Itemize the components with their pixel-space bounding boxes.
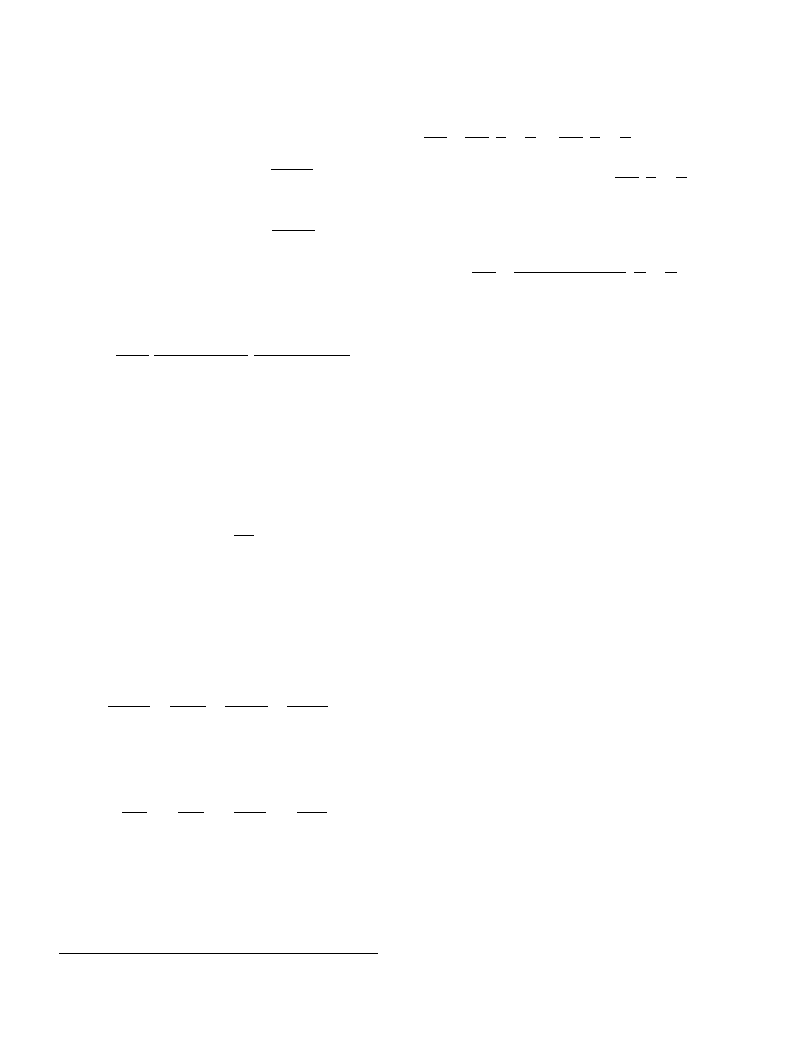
fraction-bar xyxy=(634,272,646,273)
fraction-bar xyxy=(287,706,328,707)
fraction-bar xyxy=(424,137,447,138)
fraction-bar xyxy=(559,137,583,138)
fraction-bar xyxy=(676,177,687,178)
fraction-bar xyxy=(472,272,496,273)
fraction-bar xyxy=(620,137,631,138)
fraction-bar xyxy=(170,706,206,707)
fraction-bar xyxy=(154,355,248,356)
fraction-bar xyxy=(234,812,266,813)
fraction-bar xyxy=(590,137,600,138)
fraction-bar xyxy=(234,535,254,536)
fraction-bar xyxy=(271,169,313,170)
fraction-bar xyxy=(646,177,656,178)
fraction-bar xyxy=(116,355,149,356)
fraction-bar xyxy=(514,272,626,273)
fraction-bar xyxy=(615,177,639,178)
fraction-bar xyxy=(525,137,536,138)
fraction-bar xyxy=(225,706,268,707)
fraction-bar xyxy=(254,355,350,356)
fraction-bar xyxy=(665,272,677,273)
fraction-bar xyxy=(108,706,150,707)
fraction-bar xyxy=(272,230,315,231)
fraction-bar xyxy=(122,812,147,813)
fraction-bar xyxy=(297,812,327,813)
footnote-separator xyxy=(59,953,378,954)
fraction-bar xyxy=(465,137,489,138)
fraction-bar xyxy=(178,812,204,813)
fraction-bar xyxy=(496,137,506,138)
